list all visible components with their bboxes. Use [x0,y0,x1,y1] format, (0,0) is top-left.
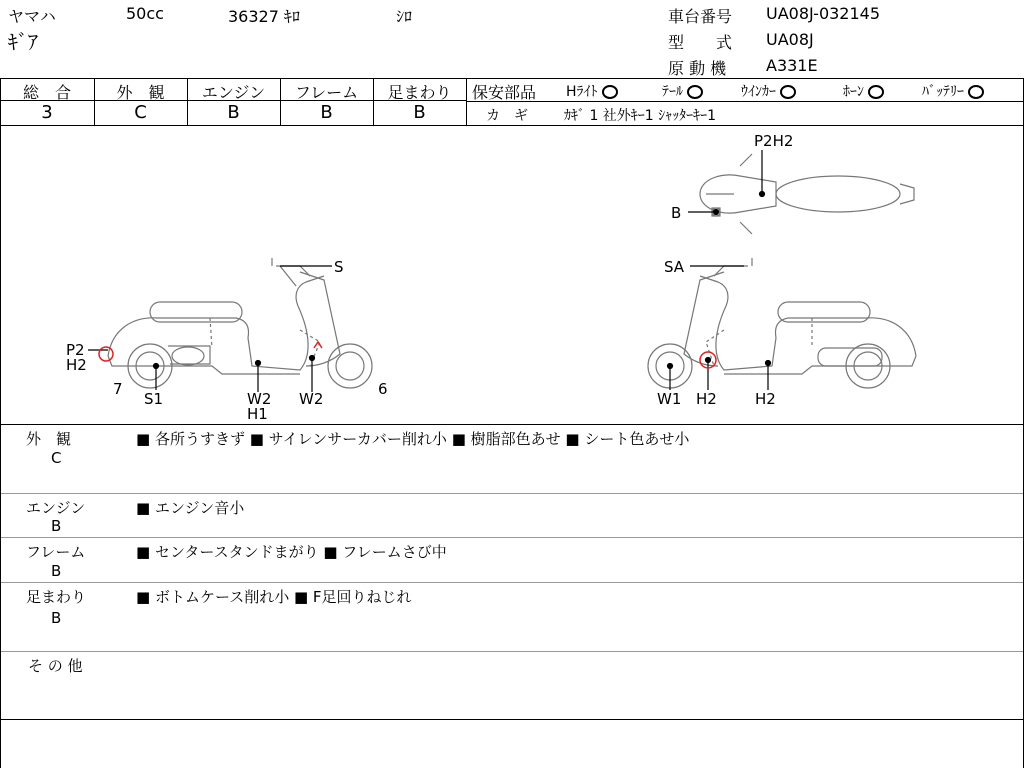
diagram-label: S [334,258,344,276]
remark-grade: B [51,562,62,580]
type-value: UA08J [766,30,814,49]
engine-label: 原 動 機 [668,59,727,78]
scooter-top-view [700,154,914,234]
diagram-label: W1 [657,390,682,408]
diagram-label: B [671,204,682,222]
divider [0,424,1024,425]
ok-mark [868,85,884,99]
model-name: ｷﾞｱ [8,30,38,54]
diagram-label: H1 [247,405,268,423]
type-label: 型 式 [668,33,733,52]
divider [0,537,1024,538]
diagram-label: W2 [299,390,324,408]
grade-value-overall: 3 [41,102,53,123]
color: ｼﾛ [396,7,413,26]
divider [0,493,1024,494]
divider [0,651,1024,652]
diagram-label: 6 [378,380,388,398]
frame-no-label: 車台番号 [668,7,733,26]
displacement: 50cc [126,4,164,23]
engine-value: A331E [766,56,818,75]
remark-grade: C [51,449,62,467]
safety-item-headlight: Hﾗｲﾄ [566,81,618,101]
ok-mark [968,85,984,99]
remark-grade: B [51,609,62,627]
remark-category: 外 観 [26,430,72,448]
grade-label-overall: 総 合 [22,83,71,102]
grade-value-suspension: B [413,102,426,123]
maker: ヤマハ [8,7,56,26]
remark-category: そ の 他 [28,657,83,675]
remark-text: ■ 各所うすきず ■ サイレンサーカバー削れ小 ■ 樹脂部色あせ ■ シート色あせ小 [136,430,690,448]
scooter-right-view [648,258,916,388]
keys-label: カ ギ [486,108,528,124]
diagram-label: H2 [696,390,717,408]
frame-no: UA08J-032145 [766,4,881,23]
divider [0,582,1024,583]
remark-text: ■ ボトムケース削れ小 ■ F足回りねじれ [136,588,412,606]
remark-grade: B [51,517,62,535]
scooter-diagram [0,126,1024,424]
diagram-label: P2H2 [754,132,794,150]
safety-label: 保安部品 [472,83,537,102]
diagram-label: P2 [66,341,85,359]
ok-mark [602,85,618,99]
border [0,78,1,768]
ok-mark [780,85,796,99]
scooter-left-view [108,258,372,388]
diagram-label: H2 [755,390,776,408]
diagram-label: SA [664,258,685,276]
ok-mark [687,85,703,99]
grade-label-suspension: 足まわり [387,83,452,102]
grade-label-engine: エンジン [201,83,266,102]
diagram-label: S1 [144,390,164,408]
divider [0,719,1024,720]
safety-item-taillight: ﾃｰﾙ [662,81,703,101]
grade-value-frame: B [320,102,333,123]
remark-text: ■ センタースタンドまがり ■ フレームさび中 [136,543,447,561]
remark-category: エンジン [26,499,86,517]
grade-value-exterior: C [134,102,147,123]
grade-label-frame: フレーム [294,83,359,102]
remark-category: 足まわり [26,588,87,606]
diagram-label: W2 [247,390,272,408]
diagram-label: H2 [66,356,87,374]
mileage: 36327 ｷﾛ [228,7,300,26]
safety-item-winker: ｳｲﾝｶｰ [741,81,796,101]
safety-item-battery: ﾊﾞｯﾃﾘｰ [922,81,984,101]
divider [466,101,1024,102]
diagram-label: 7 [113,380,123,398]
grade-value-engine: B [227,102,240,123]
divider [0,78,1024,79]
keys-value: ｶｷﾞ 1 社外ｷｰ1 ｼｬｯﾀｰｷｰ1 [564,108,717,124]
safety-item-horn: ﾎｰﾝ [843,81,884,101]
divider [466,78,467,125]
remark-category: フレーム [26,543,86,561]
remark-text: ■ エンジン音小 [136,499,245,517]
grade-label-exterior: 外 観 [116,83,165,102]
